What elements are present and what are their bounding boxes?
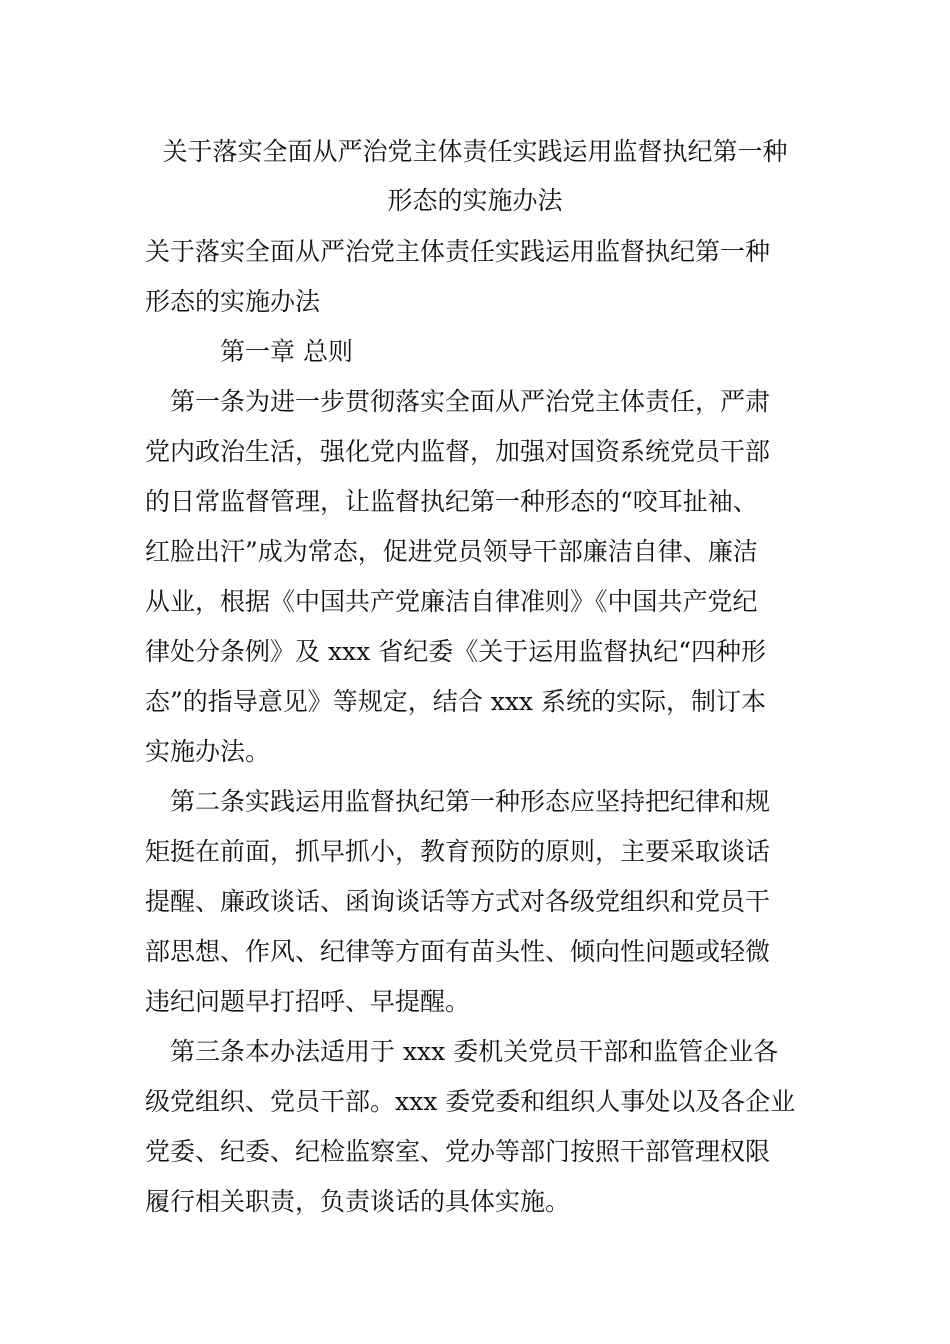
body-line: 违纪问题早打招呼、早提醒。 [145, 987, 471, 1016]
body-line: 实施办法。 [145, 737, 271, 766]
body-line: 矩挺在前面，抓早抓小，教育预防的原则，主要采取谈话 [145, 837, 771, 866]
body-line: 履行相关职责，负责谈话的具体实施。 [145, 1187, 571, 1216]
body-line: 级党组织、党员干部。xxx 委党委和组织人事处以及各企业 [145, 1087, 796, 1116]
body-line: 党委、纪委、纪检监察室、党办等部门按照干部管理权限 [145, 1137, 771, 1166]
body-line: 从业，根据《中国共产党廉洁自律准则》《中国共产党纪 [145, 587, 758, 616]
body-line: 态”的指导意见》等规定，结合 xxx 系统的实际，制订本 [145, 687, 766, 716]
body-line: 部思想、作风、纪律等方面有苗头性、倾向性问题或轻微 [145, 937, 771, 966]
body-line: 党内政治生活，强化党内监督，加强对国资系统党员干部 [145, 437, 771, 466]
chapter-heading: 第一章 总则 [145, 337, 353, 366]
body-line: 形态的实施办法 [145, 287, 321, 316]
body-line: 提醒、廉政谈话、函询谈话等方式对各级党组织和党员干 [145, 887, 771, 916]
body-line: 第一条为进一步贯彻落实全面从严治党主体责任，严肃 [145, 387, 771, 416]
body-line: 的日常监督管理，让监督执纪第一种形态的“咬耳扯袖、 [145, 487, 758, 516]
body-line: 红脸出汗”成为常态，促进党员领导干部廉洁自律、廉洁 [145, 537, 758, 566]
body-line: 关于落实全面从严治党主体责任实践运用监督执纪第一种 [145, 237, 771, 266]
body-line: 第二条实践运用监督执纪第一种形态应坚持把纪律和规 [145, 787, 771, 816]
body-line: 律处分条例》及 xxx 省纪委《关于运用监督执纪“四种形 [145, 637, 766, 666]
document-title-line-2: 形态的实施办法 [387, 186, 563, 215]
body-line: 第三条本办法适用于 xxx 委机关党员干部和监管企业各 [145, 1037, 779, 1066]
document-title-line-1: 关于落实全面从严治党主体责任实践运用监督执纪第一种 [162, 137, 788, 166]
